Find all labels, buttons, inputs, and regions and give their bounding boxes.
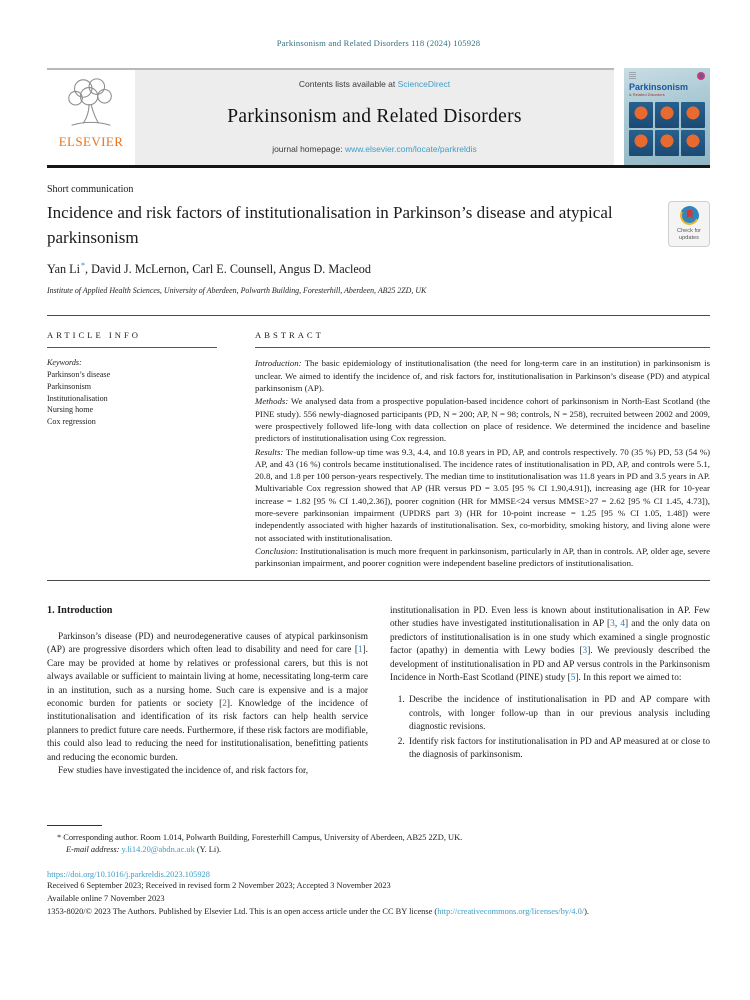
elsevier-logo[interactable] [47,70,135,165]
body-right-column [390,605,710,817]
cover-society-seal-icon [697,72,705,80]
abstract-introduction: Introduction: The basic epidemiology of institutionalisation (the need for long-term care in an institution) in parkinsonism is unclear. We aimed to identify the incidence of, and risk factors for, institutionalisation in Parkinson’s disease (PD) and atypical parkinsonism (AP). [255,358,711,393]
abstract-bottom-rule [47,580,710,581]
citation-link[interactable]: 3 [610,619,615,630]
abstract-conclusion: Conclusion: Institutionalisation is much more frequent in parkinsonism, particularly in AP, than in controls. AP, older age, severe parkinsonian impairment, and poorer cognition were independent baseline predictors of institutionalisation. [255,546,710,569]
sciencedirect-link[interactable]: ScienceDirect [397,79,451,89]
keywords-block [47,357,217,427]
elsevier-tree-icon [62,75,120,133]
aims-list-item: 2. Identify risk factors for institutionalisation in PD and AP measured at or close to the diagnosis of parkinsonism. [407,736,710,763]
cover-subtitle: & Related Disorders [629,92,665,97]
masthead-band [47,68,614,165]
author-corresponding: Yan Li [47,262,80,277]
available-online-line: Available online 7 November 2023 [47,893,165,903]
masthead-center [135,70,614,165]
aims-list [390,694,710,762]
body-paragraph: Few studies have investigated the incidence of, and risk factors for, [58,766,309,777]
elsevier-wordmark: ELSEVIER [58,134,124,149]
article-type-label: Short communication [47,184,134,195]
check-for-updates-badge[interactable] [668,201,710,247]
aims-list-item: 1. Describe the incidence of institutionalisation in PD and AP compare with controls, with longer follow-up than in our previous analysis including diagnostic revisions. [407,694,710,734]
article-info-underline [47,347,217,348]
author-list [47,261,710,277]
keyword-item: Institutionalisation [47,393,108,403]
corresponding-author-asterisk[interactable]: * [80,261,85,271]
received-dates-line: Received 6 September 2023; Received in revised form 2 November 2023; Accepted 3 November 2023 [47,880,391,890]
citation-link[interactable]: 4 [620,619,625,630]
abstract-body [255,357,710,569]
body-left-column [47,605,368,817]
email-footnote: E-mail address: y.li14.20@abdn.ac.uk (Y. Li). [66,845,222,855]
keyword-item: Parkinsonism [47,381,92,391]
keyword-item: Nursing home [47,405,94,415]
crossmark-icon [677,203,701,227]
journal-masthead [47,68,710,165]
journal-homepage-link[interactable]: www.elsevier.com/locate/parkreldis [344,144,477,154]
cover-flower-tile [629,102,653,128]
cover-title: Parkinsonism [629,82,689,92]
abstract-methods: Methods: We analysed data from a prospective population-based incidence cohort of parkinsonism in North-East Scotland (the PINE study). 556 newly-diagnosed participants (PD, N = 200; AP, N = 98; controls, N = 258), recruited between 2002 and 2009, were prospectively followed life-long with data collection on place of residence. We determined the incidence and baseline predictors of institutionalisation using Cox regression. [255,396,710,444]
cover-flower-tile [629,130,653,156]
abstract-column [255,330,710,570]
author-coauthors: , David J. McLernon, Carl E. Counsell, Angus D. Macleod [84,262,371,277]
article-title: Incidence and risk factors of institutionalisation in Parkinson’s disease and atypical parkinsonism [47,203,613,247]
running-head-citation: Parkinsonism and Related Disorders 118 (2024) 105928 [276,38,481,48]
masthead-bottom-rule [47,165,710,168]
abstract-underline [255,347,710,348]
article-info-heading: ARTICLE INFO [47,330,141,341]
cover-flower-tile [655,130,679,156]
copyright-line: 1353-8020/© 2023 The Authors. Published by Elsevier Ltd. This is an open access article under the CC BY license (http://creativecommons.org/licenses/by/4.0/). [47,906,589,916]
keyword-item: Cox regression [47,417,96,427]
footnote-asterisk: * [57,832,62,842]
doi-line [47,870,710,879]
citation-link[interactable]: 3 [582,646,588,657]
citation-link[interactable]: 5 [570,673,576,683]
cover-header [629,72,705,81]
cover-elsevier-mini-icon [629,72,636,80]
contents-list-line: Contents lists available at ScienceDirect [298,79,451,89]
license-link[interactable]: http://creativecommons.org/licenses/by/4.0/ [437,906,585,916]
cover-artwork [629,102,705,156]
citation-link[interactable]: 1 [357,645,363,656]
body-paragraph: institutionalisation in PD. Even less is known about institutionalisation in AP. Few other studies have investigated institutionalisation in AP [3, 4] and the only data on predictors of institutionalisation is in one study which examined a single prognostic factor (apathy) in dementia with Lewy bodies [3]. We previously described the development of institutionalisation in PD and AP versus controls in the Parkinsonism Incidence in North-East Scotland (PINE) study [5]. In this report we aimed to: [390,605,710,683]
cover-flower-tile [655,102,679,128]
doi-link[interactable]: https://doi.org/10.1016/j.parkreldis.2023.105928 [47,869,210,879]
cover-flower-tile [681,102,705,128]
section-heading-introduction: 1. Introduction [47,604,113,616]
journal-title: Parkinsonism and Related Disorders [227,105,522,127]
corresponding-author-footnote: * Corresponding author. Room 1.014, Polwarth Building, Foresterhill Campus, University of Aberdeen, AB25 2ZD, UK. [57,832,463,842]
keywords-label: Keywords: [47,358,82,368]
abstract-heading: ABSTRACT [255,330,324,341]
article-body [47,605,710,817]
cover-flower-tile [681,130,705,156]
keyword-item: Parkinson’s disease [47,370,111,380]
citation-link[interactable]: 2 [222,699,227,709]
abstract-results: Results: The median follow-up time was 9.3, 4.4, and 10.8 years in PD, AP, and controls respectively. 70 (35 %) PD, 53 (54 %) AP, and 43 (16 %) controls became institutionalised. The incidence rates of institutionalisation in PD, AP, and controls were 5.1, 20.8, and 1.8 per 100 person-years respectively. The median time to institutionalisation was 11.8 years in PD and 3.5 years in AP. Multivariable Cox regression showed that AP (HR versus PD = 3.05 [95 % CI 1.90,4.91]), increasing age (HR for 10-year increase = 1.82 [95 % CI 1.40,2.36]), poorer cognition (HR for MMSE<24 versus MMSE>27 = 2.62 [95 % CI 1.45, 4.73]), more-severe parkinsonian impairment (UPDRS part 3) (HR for 10-point increase = 1.25 [95 % CI 1.05, 1.48]) were independently associated with higher hazards of institutionalisation. Sex, co-morbidity, smoking history, and living alone were not associated with institutionalisation. [255,446,710,543]
footnote-block [47,825,710,918]
journal-homepage-line: journal homepage: www.elsevier.com/locate/parkreldis [272,144,477,154]
article-info-column [47,330,217,570]
footnote-rule [47,825,102,826]
check-for-updates-label: Check for updates [677,228,701,241]
journal-cover-thumbnail[interactable] [624,68,710,165]
body-paragraph: Parkinson’s disease (PD) and neurodegenerative causes of atypical parkinsonism (AP) are progressive disorders which often lead to disability and need for care [1]. Care may be provided at home by relatives or professional carers, but this is not always available or sufficient to maintain living at home, necessitating long-term care in an institution, such as a nursing home. Such care is expensive and is a major economic burden for patients or society [2]. Knowledge of the incidence of institutionalisation and identification of its risk factors can help health service planners to predict future care needs. Furthermore, if these risk factors are modifiable, this could also lead to reducing the need for institutionalisation, benefitting patients and reducing the economic burden. [47,631,368,763]
affiliation: Institute of Applied Health Sciences, University of Aberdeen, Polwarth Building, Foresterhill, Aberdeen, AB25 2ZD, UK [47,286,427,296]
email-link[interactable]: y.li14.20@abdn.ac.uk [121,845,195,855]
